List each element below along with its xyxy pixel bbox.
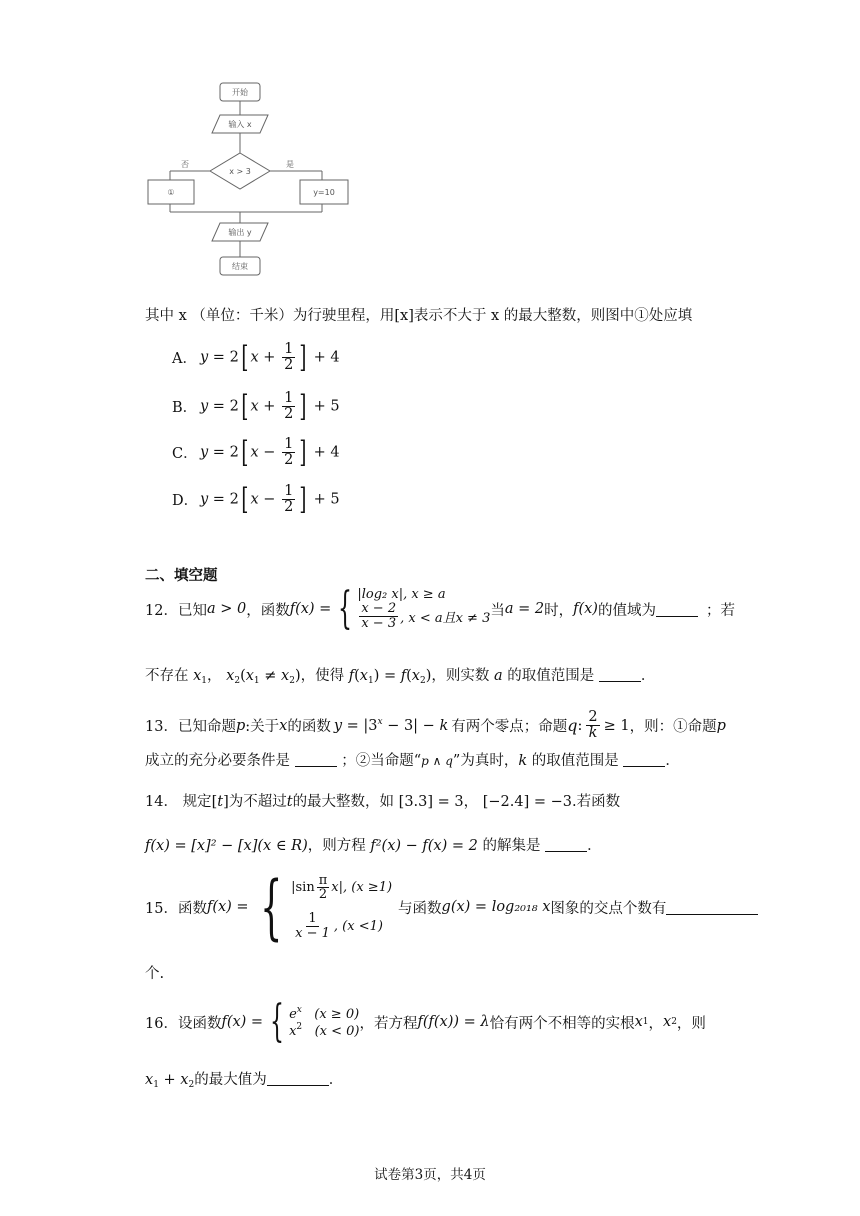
q12-line2-d: 的取值范围是 — [507, 668, 595, 684]
q12-func: f(x) = — [289, 601, 332, 617]
q15-p3: 图象的交点个数有 — [550, 900, 667, 917]
q14-num: 14． — [145, 794, 178, 810]
q14-l2a: f(x) = [x]² − [x](x ∈ R) — [145, 838, 308, 854]
answer-blank[interactable] — [267, 1071, 329, 1086]
q12-a2: a = 2 — [504, 601, 545, 617]
q13-l2d: 的取值范围是 — [531, 753, 619, 769]
q15-case1-cond: , (x ≥1) — [343, 880, 393, 896]
q16-line1: 16． 设函数 f(x) = { $e^x$ (x ≥ 0) $x^2$ (x < 0) ，若方程 f(f(x)) = λ 恰有两个不相等的实根 x 1 ， x 2 ，则 — [145, 996, 706, 1047]
q12-case2-den: x − 3 — [361, 616, 397, 631]
q16-func: f(x) = — [221, 1014, 264, 1030]
q12-p1: 已知 — [177, 602, 207, 619]
q13-l1f: ，则：①命题 — [629, 719, 717, 736]
q12-p5: 的值域为 — [597, 602, 656, 619]
q12-line2: 不存在 $x_1$， $x_2(x_1 \ne x_2)$，使得 $f(x_1) = f(x_2)$，则实数 a 的取值范围是 ． — [145, 668, 656, 686]
q11-text: 其中 x （单位：千米）为行驶里程，用[x]表示不大于 x 的最大整数，则图中①处应填 — [145, 308, 693, 324]
q15-num: 15． — [145, 900, 178, 917]
q16-p5: ，则 — [676, 1015, 706, 1032]
q12-cond: a > 0 — [206, 601, 247, 617]
option-label: D． — [172, 493, 199, 510]
q12-fx: f(x) — [573, 601, 598, 617]
answer-blank[interactable] — [666, 900, 758, 915]
q14-l1b: 为不超过 — [228, 794, 287, 810]
q13-l1c: 的函数 — [287, 719, 331, 736]
q15-p1: 函数 — [177, 900, 207, 917]
q12-case2-num: x − 2 — [361, 601, 397, 617]
q11-option-c[interactable] — [172, 434, 340, 470]
q16-end: ． — [328, 1072, 344, 1088]
q13-l1a: 已知命题 — [177, 719, 236, 736]
flowchart — [140, 75, 365, 285]
q15-g: g(x) = log₂₀₁₈ x — [441, 899, 551, 915]
q12-p6: ；若 — [705, 602, 735, 619]
answer-blank[interactable] — [623, 752, 665, 767]
q12-p4: 时， — [544, 602, 574, 619]
q12-p2: ，函数 — [246, 602, 290, 619]
q12-line1 — [145, 583, 735, 634]
q16-p1: 设函数 — [177, 1015, 222, 1032]
option-label: B． — [172, 400, 198, 417]
q13-l2a: 成立的充分必要条件是 — [145, 753, 290, 769]
q16-piecewise: { $e^x$ (x ≥ 0) $x^2$ (x < 0) — [270, 996, 360, 1047]
option-expr: y = 2[ x − $\frac{1}{2}$ ] + 5 — [200, 481, 340, 517]
q11-option-d[interactable] — [172, 481, 340, 517]
q15-func: f(x) = — [206, 899, 249, 915]
q16-line2: $x_1 + x_2$的最大值为 ． — [145, 1072, 344, 1090]
q14-l1c: 的最大整数，如 — [292, 794, 395, 810]
q13-line1: 13． 已知命题 p :关于 x 的函数 $y = |3^x - 3| - k$ 有两个零点；命题 q : $\frac{2}{k}$ ≥ 1 ，则：①命题 p — [145, 709, 726, 742]
q14-end: ． — [587, 838, 602, 854]
q14-line2 — [145, 834, 602, 855]
q12-line2-b: ，使得 — [300, 668, 345, 684]
q15-line2: 个. — [145, 966, 165, 982]
flow-box-right-text: y=10 — [313, 188, 335, 197]
option-label: C． — [172, 446, 198, 463]
q16-eq: f(f(x)) = λ — [417, 1014, 490, 1030]
q12-num: 12． — [145, 602, 178, 619]
q13-l1d: 有两个零点；命题 — [451, 719, 568, 736]
flow-yes-label: 是 — [286, 160, 294, 169]
option-expr: y = 2[ x + $\frac{1}{2}$ ] + 5 — [200, 388, 340, 424]
q16-num: 16． — [145, 1015, 178, 1032]
answer-blank[interactable] — [295, 752, 337, 767]
q12-case2-cond: , x < a且x ≠ 3 — [400, 611, 491, 626]
q12-piecewise: { |log₂ x|, x ≥ a $\frac{x - 2}{x - 3}$ , x < a且x ≠ 3 — [338, 583, 491, 634]
q14-l2c: f²(x) − f(x) = 2 — [370, 838, 478, 854]
option-expr: y = 2[ x − $\frac{1}{2}$ ] + 4 — [200, 434, 340, 470]
flowchart-svg — [140, 75, 365, 285]
flow-end-text: 结束 — [232, 262, 248, 271]
q13-l2b: ；②当命题“ — [341, 753, 422, 769]
flow-condition-text: x > 3 — [229, 167, 251, 176]
q13-end: ． — [665, 753, 680, 769]
q12-line2-a: 不存在 — [145, 668, 189, 684]
answer-blank[interactable] — [656, 602, 698, 617]
q16-case2-cond: (x < 0) — [314, 1024, 360, 1039]
page-footer: 试卷第3页，共4页 — [374, 1167, 486, 1183]
q13-l2c: ”为真时， — [452, 753, 519, 769]
q14-l2b: ，则方程 — [307, 838, 366, 854]
q14-line1: 14． 规定[t]为不超过t的最大整数，如 [3.3] = 3， [−2.4] = −3.若函数 — [145, 794, 621, 810]
q12-line2-c: ，则实数 — [431, 668, 490, 684]
q12-case1: |log₂ x|, x ≥ a — [357, 587, 446, 603]
q16-p4: ， — [648, 1015, 663, 1032]
q12-end: ． — [640, 668, 656, 684]
option-label: A． — [172, 351, 197, 368]
q16-p3: 恰有两个不相等的实根 — [489, 1015, 635, 1032]
q15-piecewise: { |sin $\frac{\pi}{2}$ x | , (x ≥1) $\frac{1}{x - 1}$ , (x <1) — [259, 866, 393, 948]
flow-box-left-text: ① — [167, 188, 175, 197]
q14-ex1: [3.3] = 3 — [398, 794, 464, 810]
q15-p2: 与函数 — [398, 900, 442, 917]
option-expr: y = 2[ x + $\frac{1}{2}$ ] + 4 — [200, 339, 340, 375]
q16-case1-cond: (x ≥ 0) — [314, 1007, 360, 1022]
q15-case2-cond: , (x <1) — [333, 918, 383, 934]
flow-output-text: 输出 y — [228, 228, 252, 237]
answer-blank[interactable] — [545, 837, 587, 852]
q11-option-b[interactable] — [172, 388, 340, 424]
q15-line1 — [145, 866, 758, 948]
flow-start-text: 开始 — [232, 88, 248, 97]
answer-blank[interactable] — [599, 667, 641, 682]
q14-l2d: 的解集是 — [482, 838, 541, 854]
q13-line2: 成立的充分必要条件是 ；②当命题“p ∧ q”为真时，k 的取值范围是 ． — [145, 753, 680, 769]
q12-p3: 当 — [490, 602, 505, 619]
q11-option-a[interactable] — [172, 339, 340, 375]
q14-ex2: [−2.4] = −3 — [482, 794, 573, 810]
q13-num: 13． — [145, 719, 178, 736]
q16-p2: ，若方程 — [359, 1015, 418, 1032]
flow-no-label: 否 — [181, 160, 189, 169]
q13-l1e: : — [577, 717, 583, 734]
q13-l1b: :关于 — [245, 719, 280, 736]
section-title: 二、填空题 — [145, 568, 218, 584]
q16-line2a: 的最大值为 — [194, 1072, 267, 1088]
q14-l1d: .若函数 — [572, 794, 621, 810]
flow-input-text: 输入 x — [228, 120, 252, 129]
q14-l1a: 规定 — [182, 794, 212, 810]
